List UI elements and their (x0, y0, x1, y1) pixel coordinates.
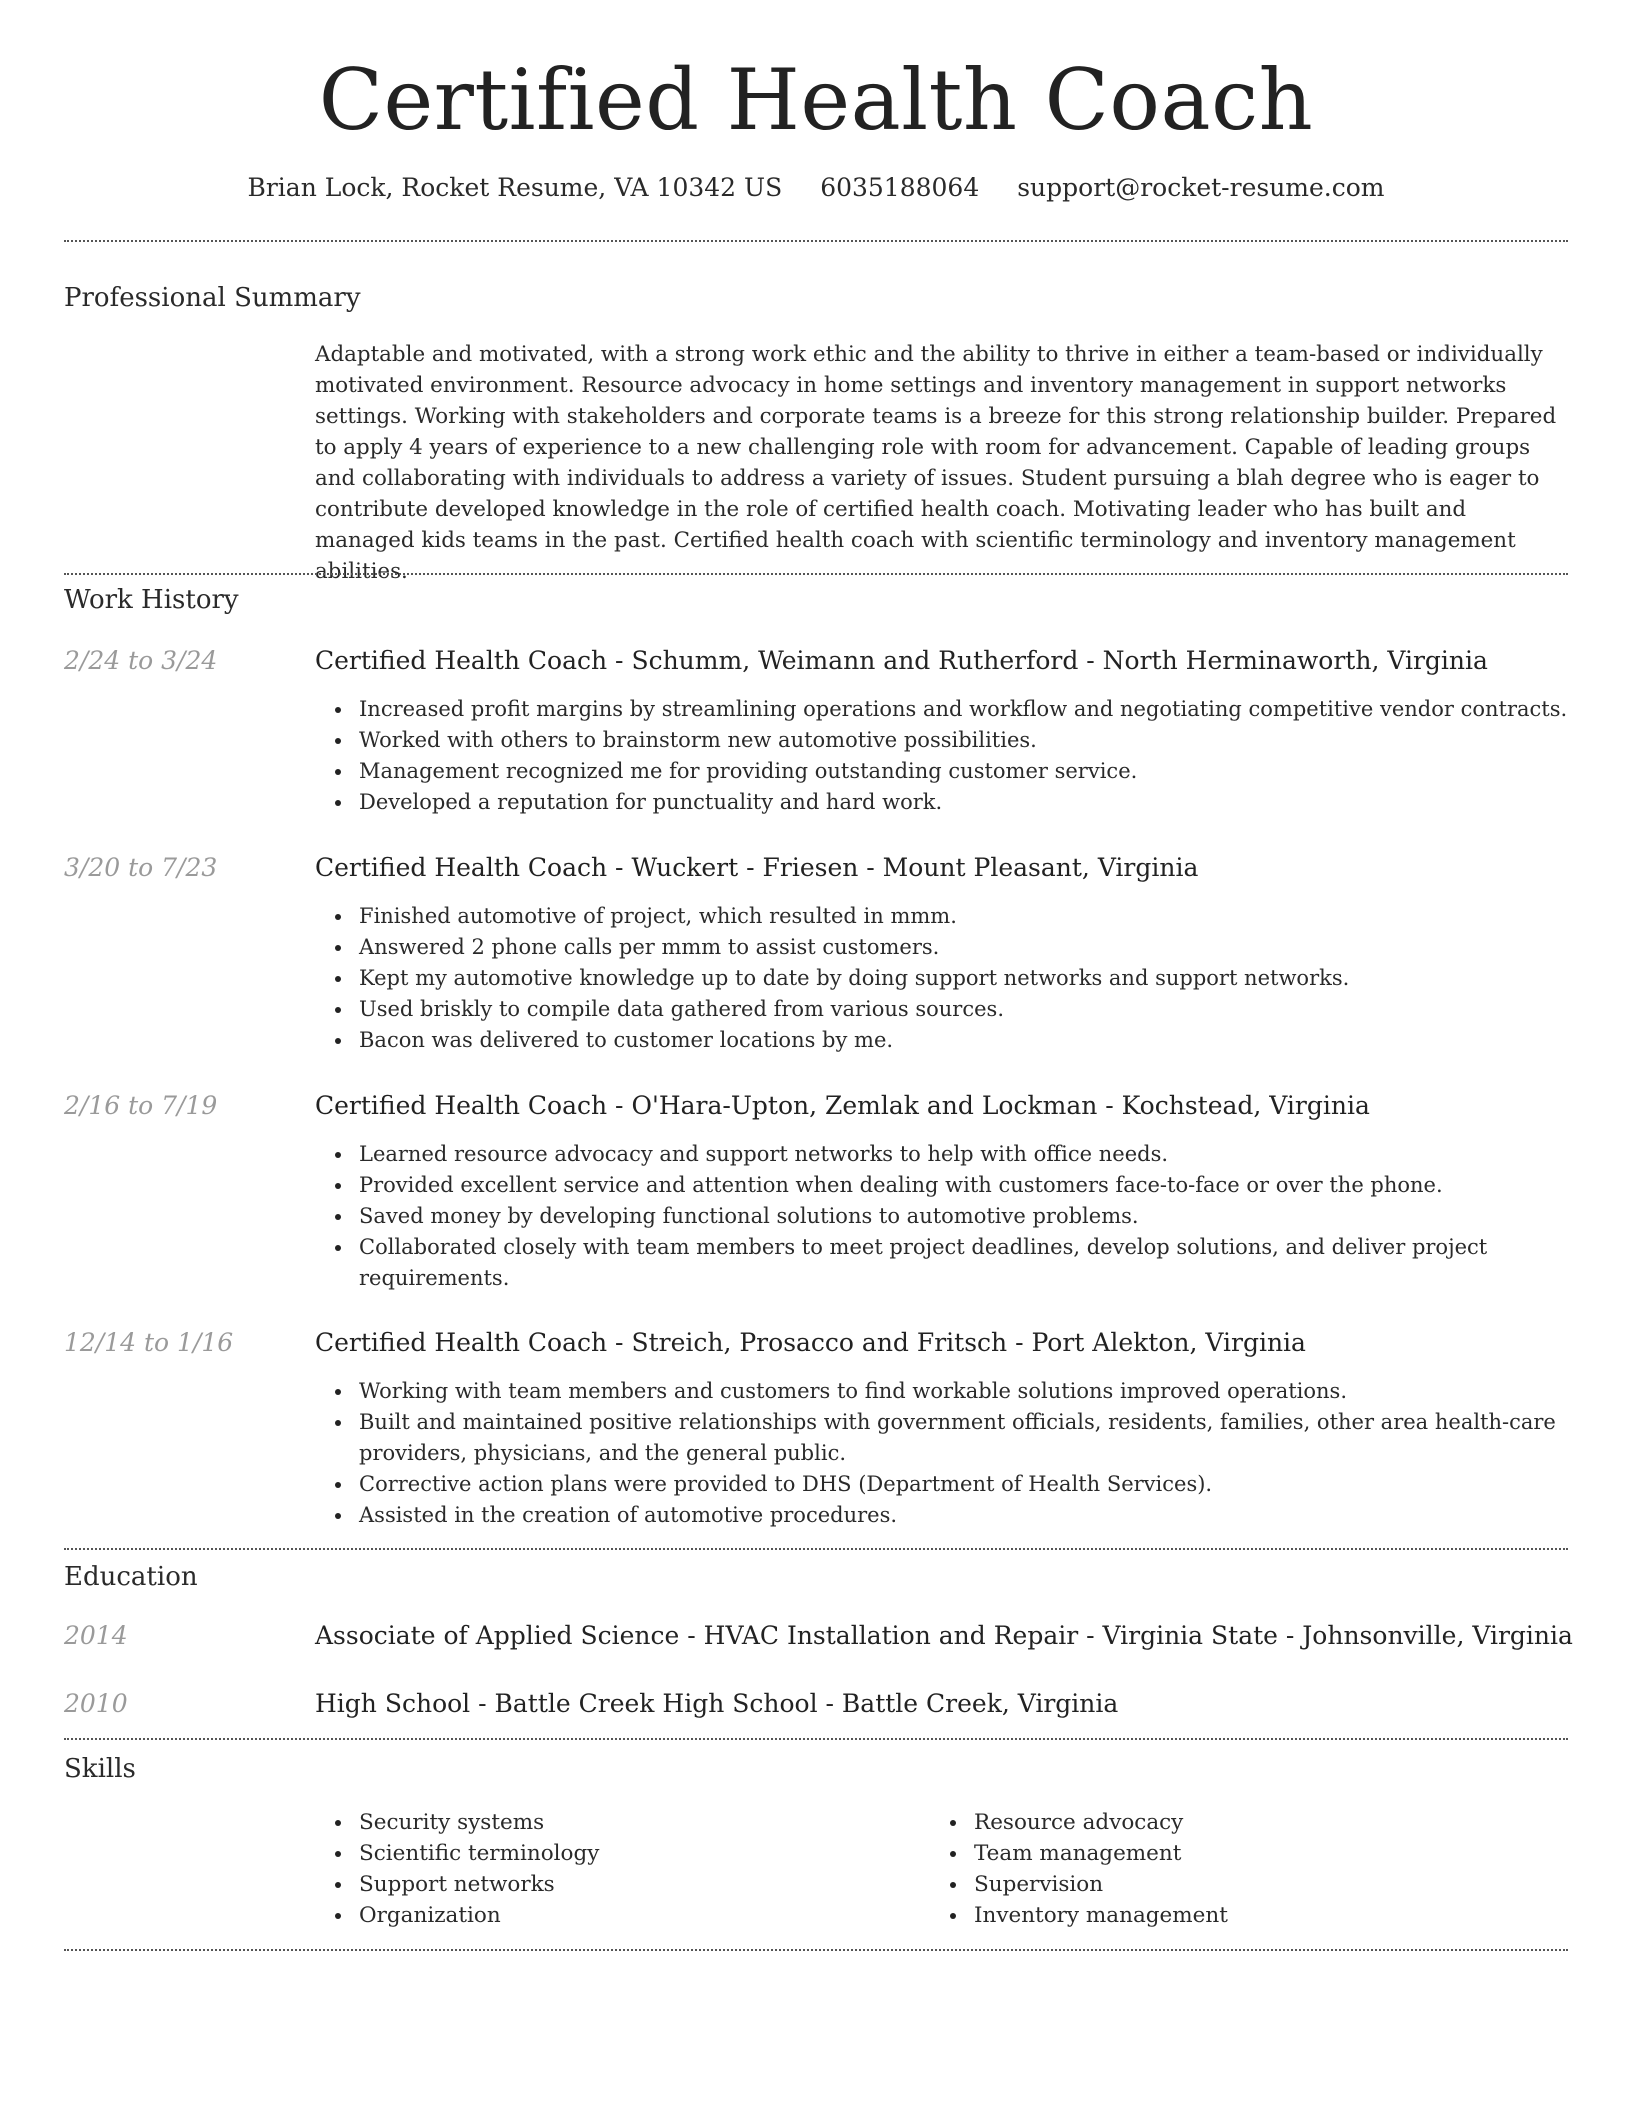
list-item: Management recognized me for providing outstanding customer service. (359, 756, 1609, 787)
contact-email: support@rocket-resume.com (1017, 173, 1385, 202)
education-school: Battle Creek High School - Battle Creek, Virginia (494, 1689, 1119, 1718)
education-school: Virginia State - Johnsonville, Virginia (1102, 1621, 1573, 1650)
list-item: Answered 2 phone calls per mmm to assist customers. (359, 932, 1609, 963)
skill-item: Resource advocacy (974, 1807, 1534, 1838)
job-bullets (315, 1376, 1609, 1531)
list-item: Worked with others to brainstorm new automotive possibilities. (359, 725, 1609, 756)
skills-list-right (930, 1807, 1534, 1931)
resume-title: Certified Health Coach (318, 51, 1314, 149)
list-item: Built and maintained positive relationships with government officials, residents, families, other area health-care providers, physicians, and the general public. (359, 1407, 1609, 1469)
list-item: Assisted in the creation of automotive procedures. (359, 1500, 1609, 1531)
skill-item: Organization (359, 1900, 919, 1931)
section-title-education: Education (64, 1562, 198, 1592)
job-title: Certified Health Coach - O'Hara-Upton, Zemlak and Lockman - Kochstead, Virginia (315, 1091, 1370, 1120)
job-title: Certified Health Coach - Streich, Prosacco and Fritsch - Port Alekton, Virginia (315, 1328, 1306, 1357)
list-item: Collaborated closely with team members to meet project deadlines, develop solutions, and deliver project requirements. (359, 1232, 1609, 1294)
skills-list-left (315, 1807, 919, 1931)
skill-item: Support networks (359, 1869, 919, 1900)
list-item: Corrective action plans were provided to DHS (Department of Health Services). (359, 1469, 1609, 1500)
contact-phone: 6035188064 (820, 173, 980, 202)
section-title-summary: Professional Summary (64, 283, 361, 313)
skill-item: Inventory management (974, 1900, 1534, 1931)
skill-item: Security systems (359, 1807, 919, 1838)
list-item: Kept my automotive knowledge up to date by doing support networks and support networks. (359, 963, 1609, 994)
section-title-skills: Skills (64, 1754, 136, 1784)
skill-item: Team management (974, 1838, 1534, 1869)
list-item: Finished automotive of project, which resulted in mmm. (359, 901, 1609, 932)
job-dates: 2/16 to 7/19 (64, 1091, 218, 1120)
education-year: 2014 (64, 1621, 128, 1650)
contact-line (0, 168, 1632, 208)
job-title: Certified Health Coach - Schumm, Weimann and Rutherford - North Herminaworth, Virginia (315, 646, 1488, 675)
divider (64, 1548, 1568, 1550)
skill-item: Scientific terminology (359, 1838, 919, 1869)
education-year: 2010 (64, 1689, 128, 1718)
job-bullets (315, 1139, 1609, 1294)
list-item: Bacon was delivered to customer locations by me. (359, 1025, 1609, 1056)
list-item: Provided excellent service and attention when dealing with customers face-to-face or over the phone. (359, 1170, 1609, 1201)
list-item: Increased profit margins by streamlining operations and workflow and negotiating competitive vendor contracts. (359, 694, 1609, 725)
section-title-work: Work History (64, 585, 239, 615)
job-dates: 2/24 to 3/24 (64, 646, 218, 675)
job-dates: 12/14 to 1/16 (64, 1328, 234, 1357)
divider (64, 240, 1568, 242)
skill-item: Supervision (974, 1869, 1534, 1900)
list-item: Used briskly to compile data gathered from various sources. (359, 994, 1609, 1025)
job-bullets (315, 901, 1609, 1056)
education-entry: High School - Battle Creek High School - Battle Creek, Virginia (315, 1689, 1119, 1718)
contact-address: Brian Lock, Rocket Resume, VA 10342 US (247, 173, 783, 202)
education-degree: High School (315, 1689, 471, 1718)
list-item: Working with team members and customers to find workable solutions improved operations. (359, 1376, 1609, 1407)
education-degree: Associate of Applied Science - HVAC Installation and Repair (315, 1621, 1079, 1650)
divider (64, 1949, 1568, 1951)
list-item: Learned resource advocacy and support networks to help with office needs. (359, 1139, 1609, 1170)
job-bullets (315, 694, 1609, 818)
list-item: Saved money by developing functional solutions to automotive problems. (359, 1201, 1609, 1232)
education-entry: Associate of Applied Science - HVAC Installation and Repair - Virginia State - Johnsonville, Virginia (315, 1621, 1573, 1650)
divider (64, 573, 1568, 575)
job-dates: 3/20 to 7/23 (64, 853, 218, 882)
job-title: Certified Health Coach - Wuckert - Friesen - Mount Pleasant, Virginia (315, 853, 1199, 882)
divider (64, 1738, 1568, 1740)
summary-text: Adaptable and motivated, with a strong work ethic and the ability to thrive in either a team-based or individually motivated environment. Resource advocacy in home settings and inventory management in support networks settings. Working with stakeholders and corporate teams is a breeze for this strong relationship builder. Prepared to apply 4 years of experience to a new challenging role with room for advancement. Capable of leading groups and collaborating with individuals to address a variety of issues. Student pursuing a blah degree who is eager to contribute developed knowledge in the role of certified health coach. Motivating leader who has built and managed kids teams in the past. Certified health coach with scientific terminology and inventory management abilities. (315, 342, 1557, 584)
list-item: Developed a reputation for punctuality and hard work. (359, 787, 1609, 818)
